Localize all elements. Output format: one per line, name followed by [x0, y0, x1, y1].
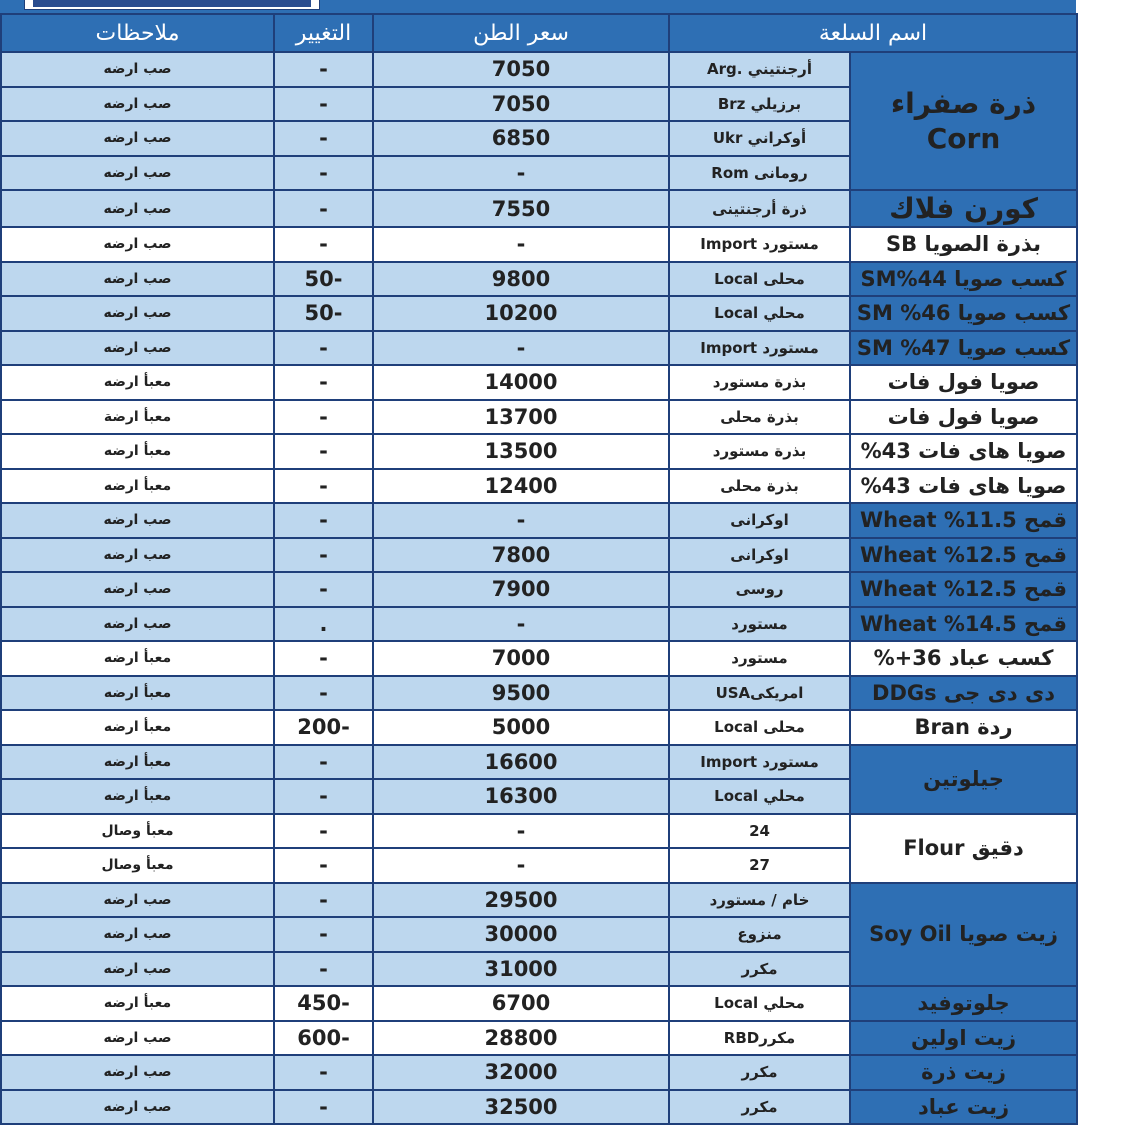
notes-cell: معبأ ارضه — [1, 469, 274, 504]
commodity-name: جيلوتين — [850, 745, 1077, 814]
notes-cell: معبأ ارضة — [1, 400, 274, 435]
change-cell: - — [274, 848, 373, 883]
origin-cell: روسى — [669, 572, 850, 607]
commodity-name: كسب صويا 47% SM — [850, 331, 1077, 366]
table-row — [1, 986, 1077, 1021]
change-cell: - — [274, 365, 373, 400]
price-cell: 7050 — [373, 52, 669, 87]
change-cell: - — [274, 641, 373, 676]
price-cell: 7900 — [373, 572, 669, 607]
notes-cell: معبأ ارضه — [1, 434, 274, 469]
column-header-name: اسم السلعة — [669, 14, 1077, 52]
column-header-notes: ملاحظات — [1, 14, 274, 52]
change-cell: - — [274, 434, 373, 469]
origin-cell: 27 — [669, 848, 850, 883]
commodity-name: زيت عباد — [850, 1090, 1077, 1125]
table-row — [1, 710, 1077, 745]
origin-cell: منزوع — [669, 917, 850, 952]
price-cell: 6850 — [373, 121, 669, 156]
origin-cell: ذرة أرجنتينى — [669, 190, 850, 227]
change-cell: - — [274, 400, 373, 435]
commodity-name: كسب عباد 36+% — [850, 641, 1077, 676]
change-cell: - — [274, 87, 373, 122]
price-cell: - — [373, 607, 669, 642]
price-cell: 29500 — [373, 883, 669, 918]
notes-cell: صب ارضه — [1, 1090, 274, 1125]
table-row — [1, 365, 1077, 400]
table-row — [1, 400, 1077, 435]
change-cell: - — [274, 745, 373, 780]
notes-cell: صب ارضه — [1, 883, 274, 918]
price-cell: 5000 — [373, 710, 669, 745]
notes-cell: صب ارضه — [1, 190, 274, 227]
price-cell: 14000 — [373, 365, 669, 400]
table-body — [1, 52, 1077, 1124]
table-row — [1, 572, 1077, 607]
change-cell: -50 — [274, 262, 373, 297]
origin-cell: بذرة محلى — [669, 400, 850, 435]
price-table — [0, 13, 1078, 1125]
origin-cell: مكرر — [669, 952, 850, 987]
commodity-name: زيت ذرة — [850, 1055, 1077, 1090]
change-cell: - — [274, 227, 373, 262]
origin-cell: أرجنتيني .Arg — [669, 52, 850, 87]
price-cell: - — [373, 331, 669, 366]
notes-cell: معبأ وصال — [1, 814, 274, 849]
table-row — [1, 227, 1077, 262]
commodity-name: ردة Bran — [850, 710, 1077, 745]
top-banner — [0, 0, 1076, 13]
table-row — [1, 538, 1077, 573]
table-row — [1, 745, 1077, 780]
notes-cell: معبأ ارضه — [1, 710, 274, 745]
notes-cell: صب ارضه — [1, 87, 274, 122]
notes-cell: معبأ وصال — [1, 848, 274, 883]
change-cell: - — [274, 1055, 373, 1090]
table-row — [1, 883, 1077, 918]
notes-cell: صب ارضه — [1, 262, 274, 297]
change-cell: - — [274, 814, 373, 849]
commodity-name: صويا فول فات — [850, 365, 1077, 400]
change-cell: - — [274, 1090, 373, 1125]
table-row — [1, 469, 1077, 504]
table-row — [1, 1021, 1077, 1056]
notes-cell: صب ارضه — [1, 917, 274, 952]
origin-cell: بذرة محلى — [669, 469, 850, 504]
notes-cell: صب ارضه — [1, 52, 274, 87]
price-cell: - — [373, 814, 669, 849]
table-row — [1, 641, 1077, 676]
change-cell: -50 — [274, 296, 373, 331]
origin-cell: مستورد Import — [669, 227, 850, 262]
commodity-name: دقيق Flour — [850, 814, 1077, 883]
commodity-name: زيت صويا Soy Oil — [850, 883, 1077, 987]
commodity-name: صويا فول فات — [850, 400, 1077, 435]
price-cell: 13500 — [373, 434, 669, 469]
price-cell: 7000 — [373, 641, 669, 676]
origin-cell: مستورد Import — [669, 745, 850, 780]
company-logo — [24, 0, 320, 10]
notes-cell: صب ارضه — [1, 1021, 274, 1056]
notes-cell: معبأ ارضه — [1, 676, 274, 711]
notes-cell: صب ارضه — [1, 503, 274, 538]
change-cell: - — [274, 779, 373, 814]
change-cell: - — [274, 121, 373, 156]
price-cell: 9500 — [373, 676, 669, 711]
change-cell: - — [274, 331, 373, 366]
price-cell: 32500 — [373, 1090, 669, 1125]
table-row — [1, 814, 1077, 849]
price-cell: 16600 — [373, 745, 669, 780]
change-cell: - — [274, 883, 373, 918]
origin-cell: أوكراني Ukr — [669, 121, 850, 156]
notes-cell: صب ارضه — [1, 121, 274, 156]
price-cell: 10200 — [373, 296, 669, 331]
table-row — [1, 434, 1077, 469]
table-row — [1, 262, 1077, 297]
notes-cell: صب ارضه — [1, 607, 274, 642]
notes-cell: صب ارضه — [1, 538, 274, 573]
change-cell: - — [274, 156, 373, 191]
price-cell: 7050 — [373, 87, 669, 122]
origin-cell: محلي Local — [669, 779, 850, 814]
origin-cell: بذرة مستورد — [669, 434, 850, 469]
price-cell: 32000 — [373, 1055, 669, 1090]
notes-cell: معبأ ارضه — [1, 986, 274, 1021]
change-cell: -450 — [274, 986, 373, 1021]
table-header-row — [1, 14, 1077, 52]
origin-cell: مستورد Import — [669, 331, 850, 366]
price-cell: 6700 — [373, 986, 669, 1021]
price-cell: 7800 — [373, 538, 669, 573]
price-cell: 12400 — [373, 469, 669, 504]
change-cell: . — [274, 607, 373, 642]
origin-cell: محلي Local — [669, 296, 850, 331]
origin-cell: مستورد — [669, 641, 850, 676]
change-cell: - — [274, 190, 373, 227]
table-row — [1, 607, 1077, 642]
commodity-name: دى دى جى DDGs — [850, 676, 1077, 711]
origin-cell: رومانى Rom — [669, 156, 850, 191]
change-cell: - — [274, 538, 373, 573]
table-row — [1, 296, 1077, 331]
price-cell: 28800 — [373, 1021, 669, 1056]
origin-cell: مكررRBD — [669, 1021, 850, 1056]
column-header-change: التغيير — [274, 14, 373, 52]
price-cell: 31000 — [373, 952, 669, 987]
origin-cell: محلى Local — [669, 710, 850, 745]
notes-cell: صب ارضه — [1, 156, 274, 191]
commodity-name: كورن فلاك — [850, 190, 1077, 227]
origin-cell: محلي Local — [669, 986, 850, 1021]
commodity-name: كسب صويا 46% SM — [850, 296, 1077, 331]
change-cell: - — [274, 917, 373, 952]
change-cell: - — [274, 52, 373, 87]
change-cell: - — [274, 676, 373, 711]
change-cell: - — [274, 572, 373, 607]
origin-cell: امريكىUSA — [669, 676, 850, 711]
commodity-name: صويا هاى فات 43% — [850, 469, 1077, 504]
change-cell: - — [274, 952, 373, 987]
table-row — [1, 52, 1077, 87]
table-row — [1, 1055, 1077, 1090]
commodity-name: قمح 11.5% Wheat — [850, 503, 1077, 538]
notes-cell: صب ارضه — [1, 952, 274, 987]
origin-cell: مستورد — [669, 607, 850, 642]
notes-cell: صب ارضه — [1, 1055, 274, 1090]
commodity-name: زيت اولين — [850, 1021, 1077, 1056]
price-cell: 13700 — [373, 400, 669, 435]
change-cell: -200 — [274, 710, 373, 745]
commodity-name: بذرة الصويا SB — [850, 227, 1077, 262]
table-row — [1, 331, 1077, 366]
commodity-name: صويا هاى فات 43% — [850, 434, 1077, 469]
notes-cell: صب ارضه — [1, 296, 274, 331]
price-cell: - — [373, 503, 669, 538]
change-cell: - — [274, 503, 373, 538]
notes-cell: صب ارضه — [1, 227, 274, 262]
price-cell: 9800 — [373, 262, 669, 297]
price-cell: 30000 — [373, 917, 669, 952]
notes-cell: صب ارضه — [1, 331, 274, 366]
notes-cell: صب ارضه — [1, 572, 274, 607]
table-row — [1, 190, 1077, 227]
price-cell: - — [373, 156, 669, 191]
notes-cell: معبأ ارضه — [1, 641, 274, 676]
origin-cell: مكرر — [669, 1055, 850, 1090]
change-cell: -600 — [274, 1021, 373, 1056]
column-header-price: سعر الطن — [373, 14, 669, 52]
origin-cell: 24 — [669, 814, 850, 849]
commodity-name: قمح 12.5% Wheat — [850, 572, 1077, 607]
table-row — [1, 503, 1077, 538]
price-cell: - — [373, 227, 669, 262]
commodity-name: قمح 14.5% Wheat — [850, 607, 1077, 642]
origin-cell: اوكرانى — [669, 503, 850, 538]
price-cell: 16300 — [373, 779, 669, 814]
notes-cell: معبأ ارضه — [1, 779, 274, 814]
table-row — [1, 1090, 1077, 1125]
origin-cell: اوكرانى — [669, 538, 850, 573]
commodity-name: جلوتوفيد — [850, 986, 1077, 1021]
notes-cell: معبأ ارضه — [1, 745, 274, 780]
notes-cell: معبأ ارضه — [1, 365, 274, 400]
commodity-name: قمح 12.5% Wheat — [850, 538, 1077, 573]
origin-cell: بذرة مستورد — [669, 365, 850, 400]
commodity-name: ذرة صفراء Corn — [850, 52, 1077, 190]
table-row — [1, 676, 1077, 711]
change-cell: - — [274, 469, 373, 504]
commodity-name: كسب صويا 44%SM — [850, 262, 1077, 297]
origin-cell: برزيلي Brz — [669, 87, 850, 122]
price-cell: - — [373, 848, 669, 883]
origin-cell: خام / مستورد — [669, 883, 850, 918]
price-cell: 7550 — [373, 190, 669, 227]
origin-cell: مكرر — [669, 1090, 850, 1125]
origin-cell: محلى Local — [669, 262, 850, 297]
